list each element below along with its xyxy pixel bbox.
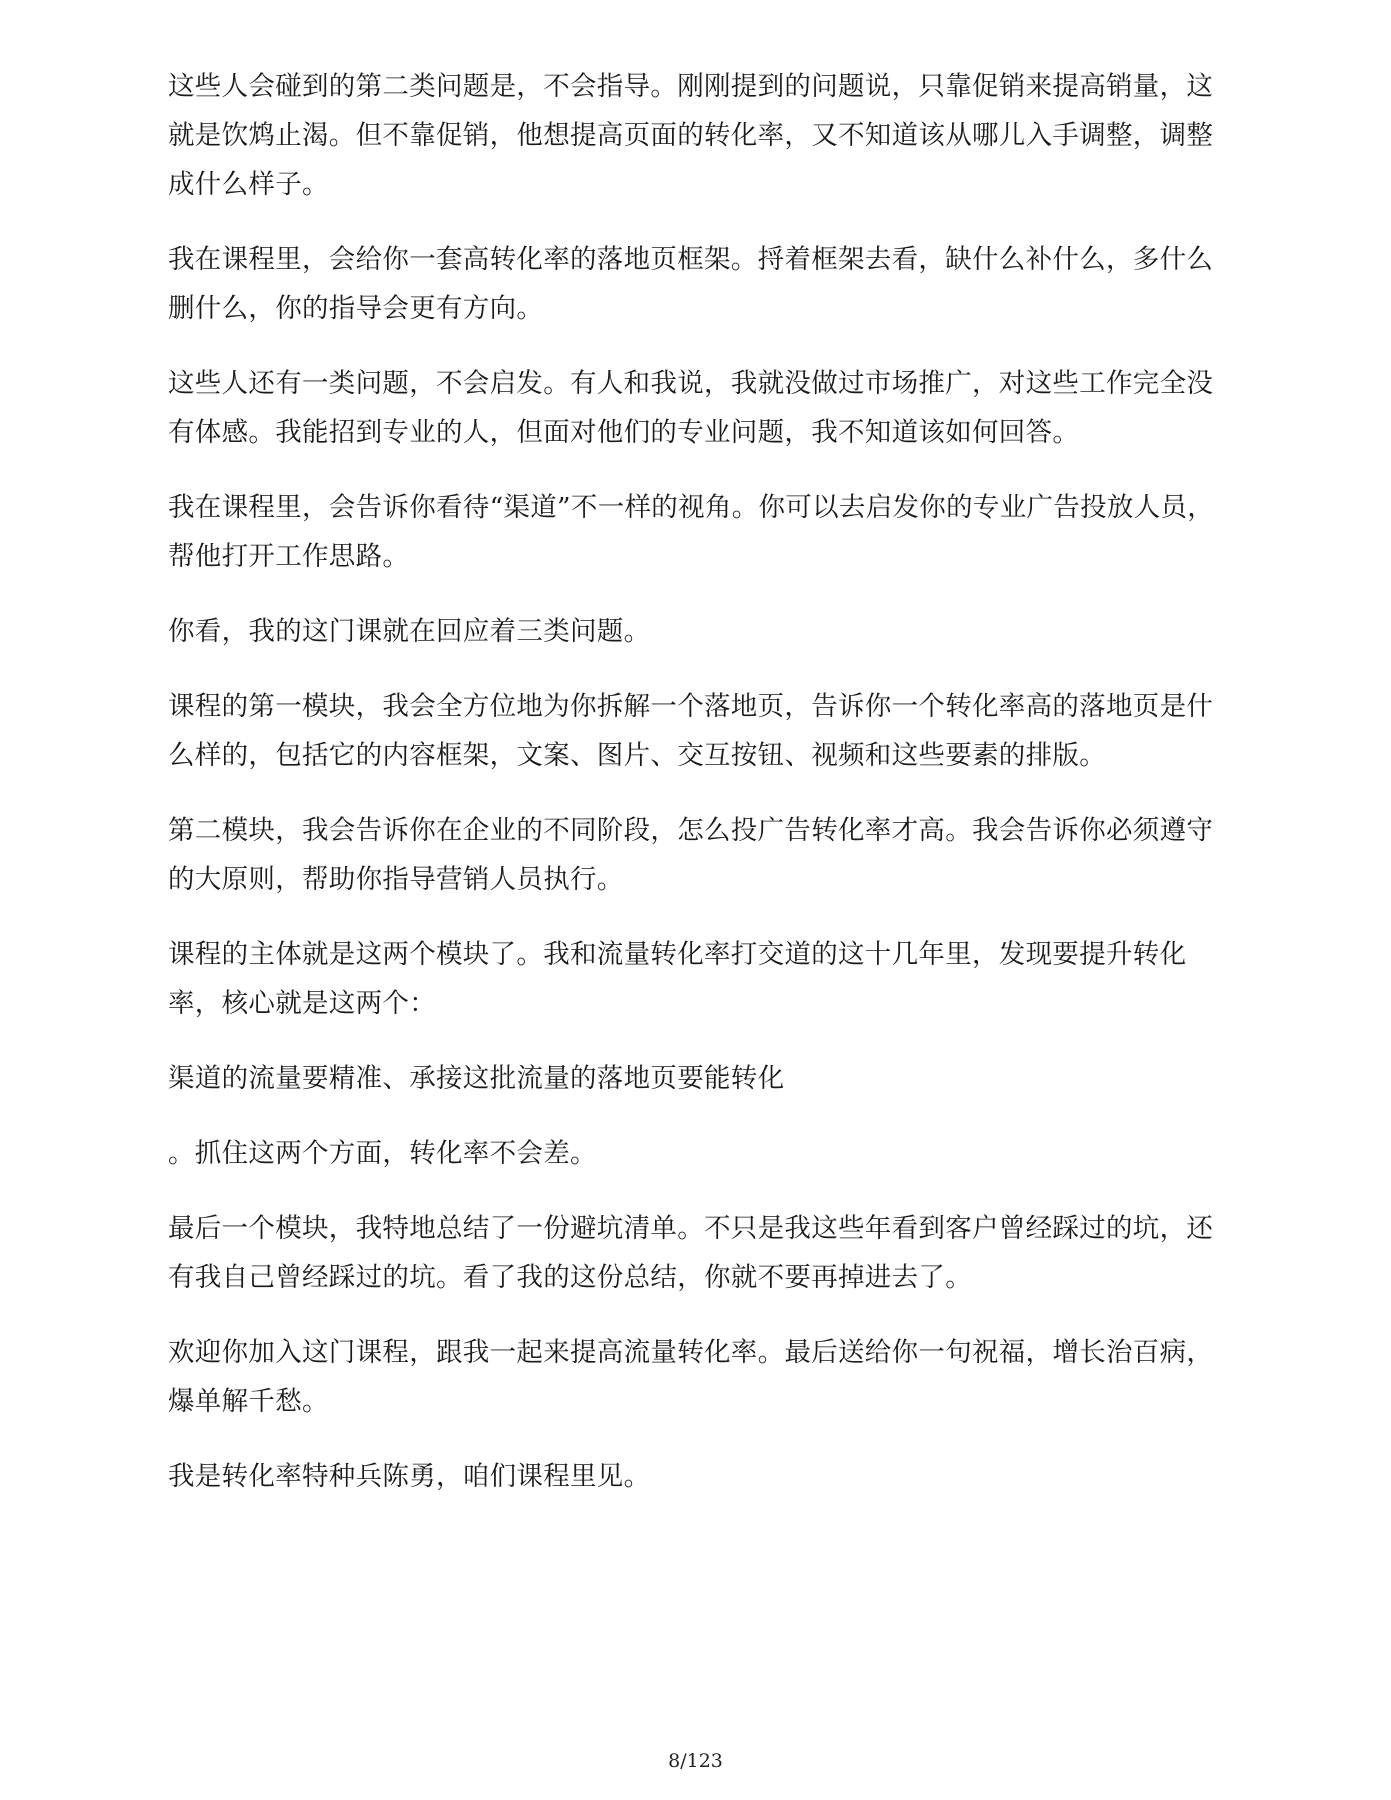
- paragraph: 最后一个模块，我特地总结了一份避坑清单。不只是我这些年看到客户曾经踩过的坑，还有我自己曾经踩过的坑。看了我的这份总结，你就不要再掉进去了。: [168, 1213, 1214, 1293]
- paragraph: 。抓住这两个方面，转化率不会差。: [168, 1138, 597, 1169]
- paragraph: 我是转化率特种兵陈勇，咱们课程里见。: [168, 1461, 651, 1492]
- paragraph: 这些人还有一类问题，不会启发。有人和我说，我就没做过市场推广，对这些工作完全没有体感。我能招到专业的人，但面对他们的专业问题，我不知道该如何回答。: [168, 368, 1214, 448]
- paragraph: 欢迎你加入这门课程，跟我一起来提高流量转化率。最后送给你一句祝福，增长治百病，爆单解千愁。: [168, 1337, 1214, 1417]
- paragraph: 课程的主体就是这两个模块了。我和流量转化率打交道的这十几年里，发现要提升转化率，核心就是这两个：: [168, 939, 1187, 1019]
- paragraph: 我在课程里，会给你一套高转化率的落地页框架。捋着框架去看，缺什么补什么，多什么删什么，你的指导会更有方向。: [168, 244, 1214, 324]
- paragraph: 我在课程里，会告诉你看待“渠道”不一样的视角。你可以去启发你的专业广告投放人员，帮他打开工作思路。: [168, 492, 1215, 572]
- paragraph: 这些人会碰到的第二类问题是，不会指导。刚刚提到的问题说，只靠促销来提高销量，这就是饮鸩止渴。但不靠促销，他想提高页面的转化率，又不知道该从哪儿入手调整，调整成什么样子。: [168, 71, 1214, 200]
- paragraph: 渠道的流量要精准、承接这批流量的落地页要能转化: [168, 1063, 785, 1094]
- paragraph: 课程的第一模块，我会全方位地为你拆解一个落地页，告诉你一个转化率高的落地页是什么样的，包括它的内容框架，文案、图片、交互按钮、视频和这些要素的排版。: [168, 691, 1214, 771]
- paragraph: 你看，我的这门课就在回应着三类问题。: [168, 616, 651, 647]
- page-number: 8/123: [668, 1750, 723, 1772]
- paragraph: 第二模块，我会告诉你在企业的不同阶段，怎么投广告转化率才高。我会告诉你必须遵守的大原则，帮助你指导营销人员执行。: [168, 815, 1214, 895]
- document-body: [168, 62, 1220, 1527]
